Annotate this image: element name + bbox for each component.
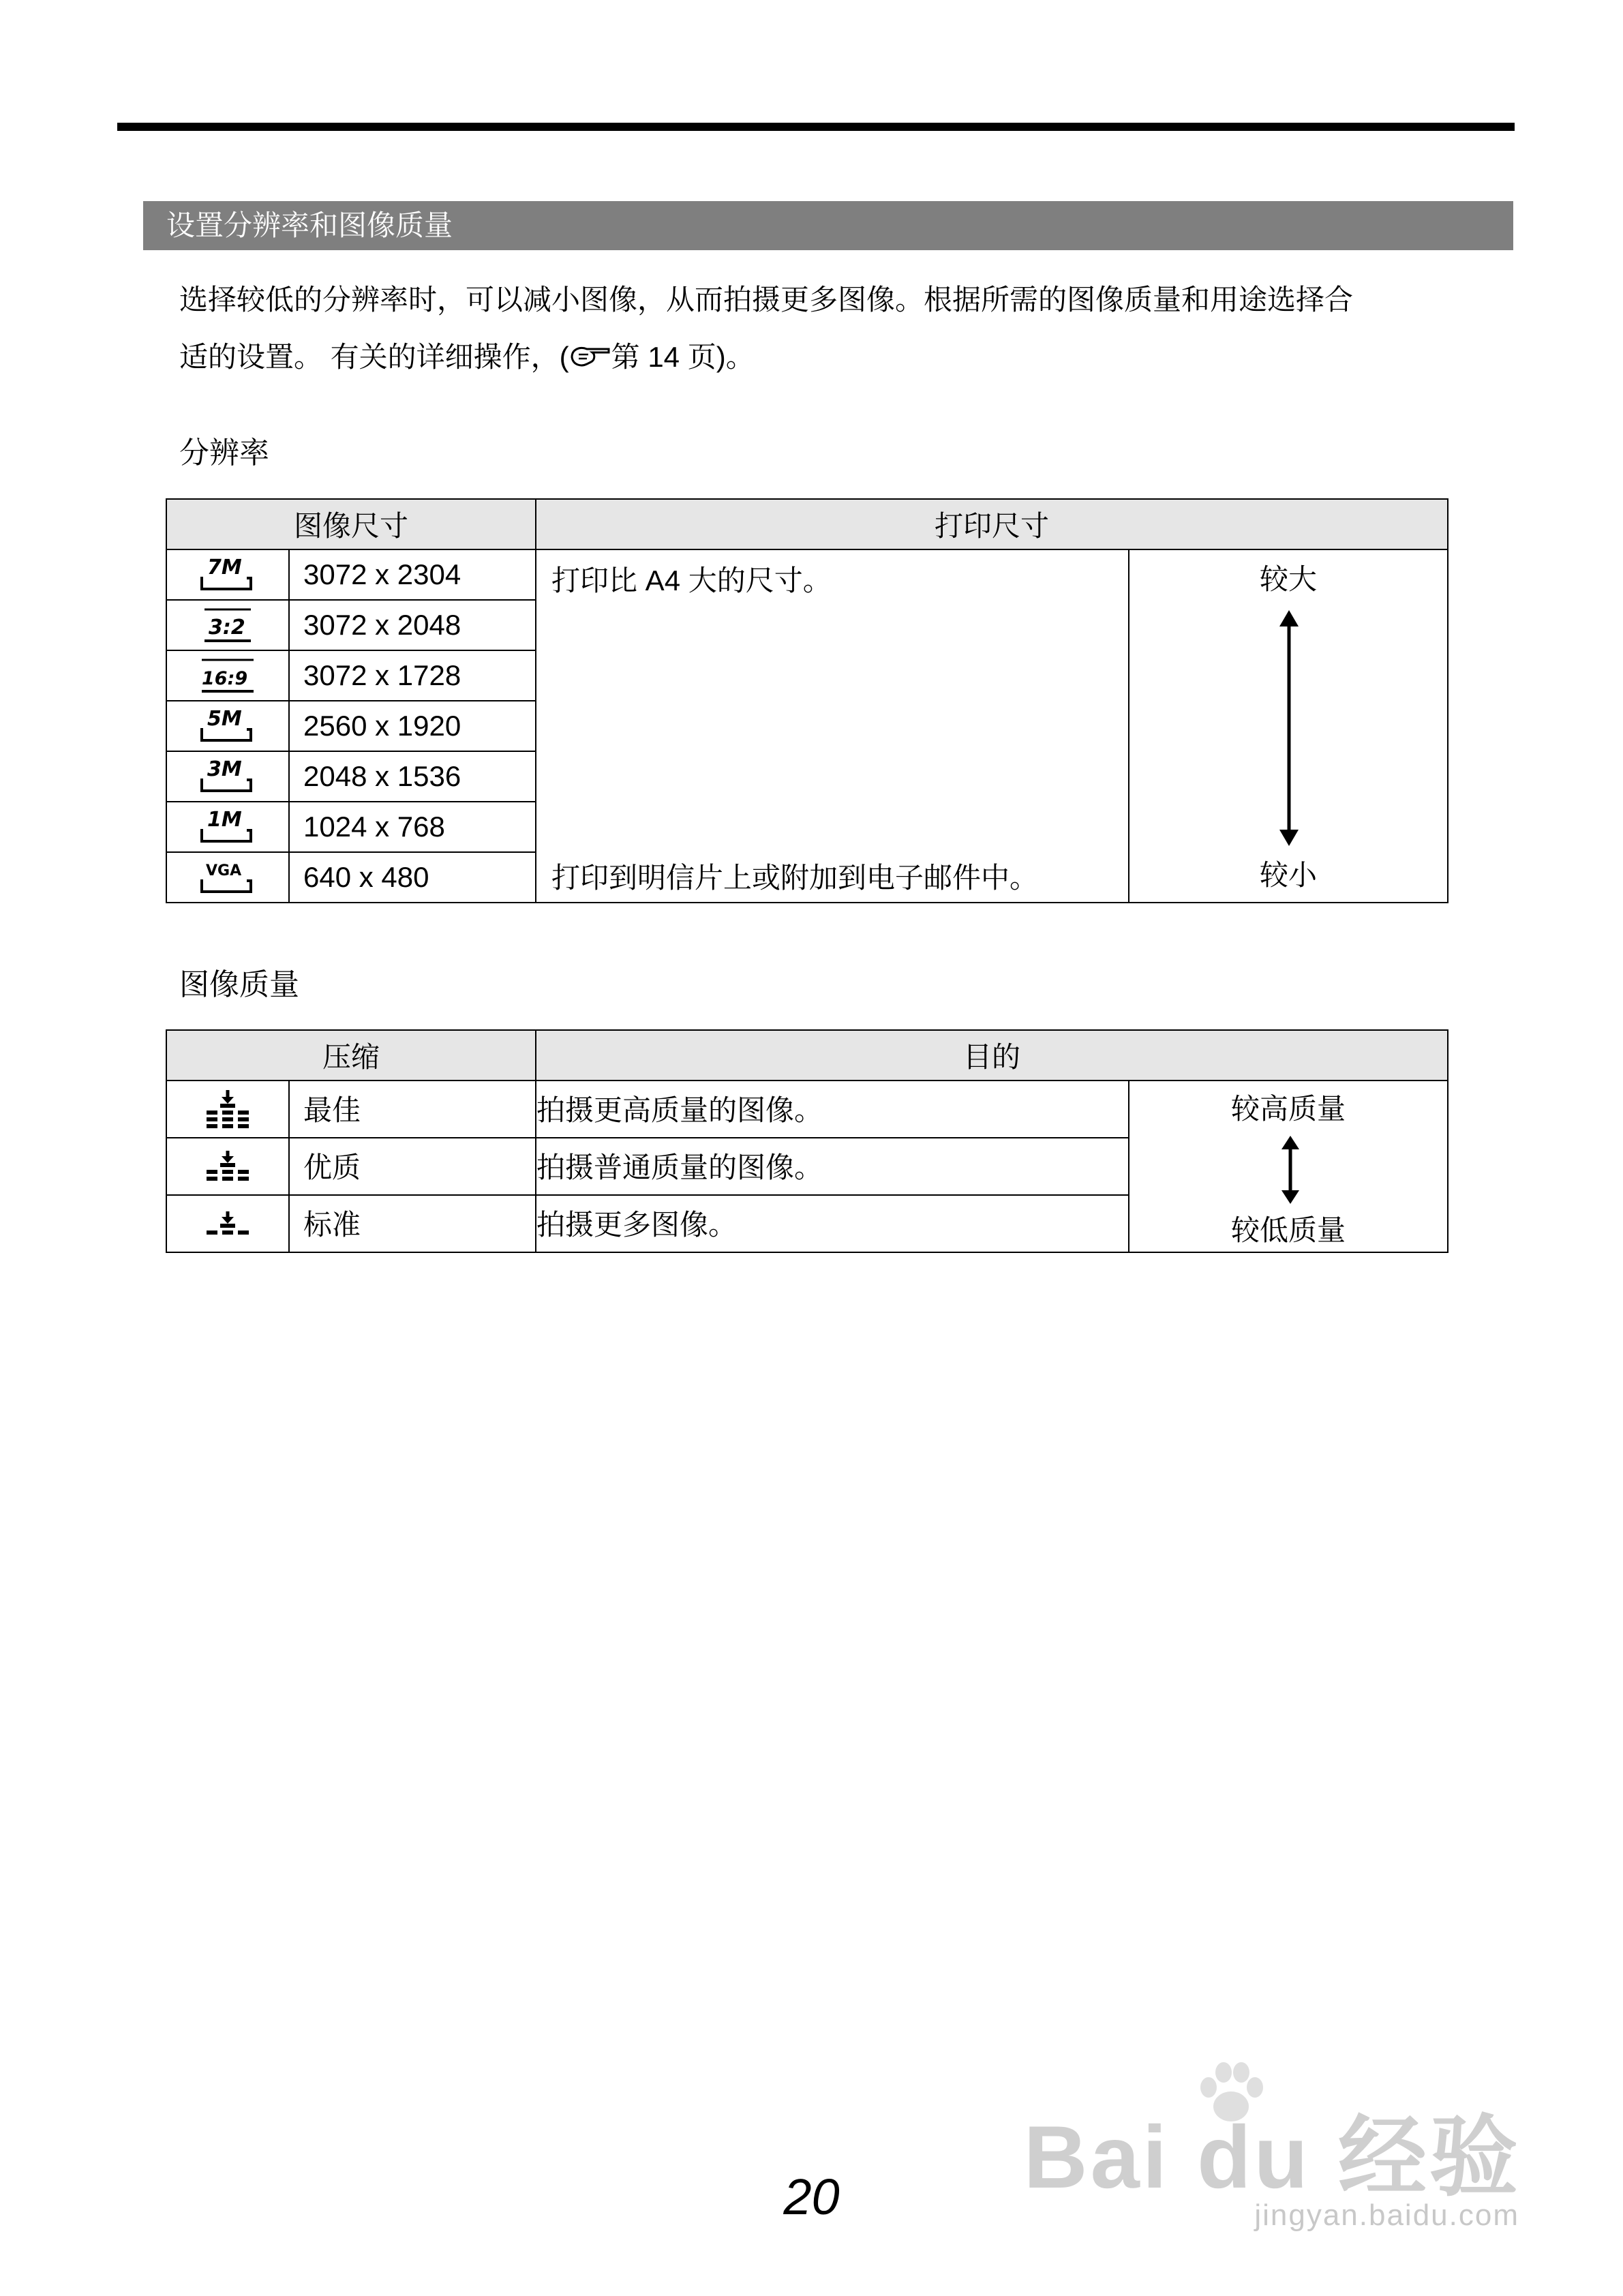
resolution-title: 分辨率	[179, 436, 269, 470]
print-size-cell	[536, 549, 1129, 903]
double-arrow-icon	[1278, 1136, 1303, 1204]
top-rule	[117, 123, 1515, 131]
intro-line-2	[179, 329, 1515, 386]
1m-icon	[166, 802, 289, 852]
quality-label: 优质	[289, 1138, 536, 1195]
vga-icon	[166, 852, 289, 903]
print-large-text: 打印比 A4 大的尺寸。	[551, 564, 832, 596]
header-print-size: 打印尺寸	[536, 499, 1448, 549]
quality-fine-icon	[166, 1138, 289, 1195]
icon-label: 7M	[207, 556, 242, 579]
double-arrow-icon	[1275, 610, 1303, 846]
quality-label: 最佳	[289, 1081, 536, 1138]
header-purpose: 目的	[536, 1030, 1448, 1081]
scale-higher-quality: 较高质量	[1231, 1093, 1346, 1125]
resolution-value: 2560 x 1920	[289, 701, 536, 751]
quality-table	[166, 1029, 1448, 1253]
icon-label: 1M	[207, 808, 242, 832]
scale-smaller: 较小	[1260, 859, 1318, 891]
7m-icon	[166, 549, 289, 600]
quality-scale-cell	[1129, 1081, 1448, 1252]
3m-icon	[166, 751, 289, 802]
print-small-text: 打印到明信片上或附加到电子邮件中。	[551, 862, 1039, 894]
pointing-hand-icon	[569, 333, 611, 360]
quality-best-icon	[166, 1081, 289, 1138]
resolution-value: 2048 x 1536	[289, 751, 536, 802]
intro-line-2-a: 适的设置。 有关的详细操作，(	[179, 341, 569, 373]
3-2-icon	[166, 600, 289, 650]
icon-label: VGA	[206, 862, 242, 879]
icon-label: 3:2	[209, 616, 245, 639]
header-image-size: 图像尺寸	[166, 499, 536, 549]
quality-purpose: 拍摄普通质量的图像。	[536, 1138, 1129, 1195]
intro-line-2-b: 第 14 页)。	[611, 341, 755, 373]
icon-label: 5M	[207, 707, 242, 731]
resolution-value: 3072 x 2048	[289, 600, 536, 650]
watermark-url: jingyan.baidu.com	[1254, 2199, 1519, 2232]
paw-icon	[1194, 2059, 1269, 2127]
table-row	[166, 1081, 1448, 1138]
quality-purpose: 拍摄更高质量的图像。	[536, 1081, 1129, 1138]
resolution-value: 3072 x 2304	[289, 549, 536, 600]
16-9-icon	[166, 650, 289, 701]
resolution-value: 1024 x 768	[289, 802, 536, 852]
size-scale-cell	[1129, 549, 1448, 903]
resolution-value: 640 x 480	[289, 852, 536, 903]
quality-normal-icon	[166, 1195, 289, 1252]
section-title: 设置分辨率和图像质量	[143, 201, 1513, 250]
scale-larger: 较大	[1260, 563, 1318, 595]
table-row	[166, 549, 1448, 600]
header-compression: 压缩	[166, 1030, 536, 1081]
quality-title: 图像质量	[179, 968, 299, 1001]
icon-label: 16:9	[202, 668, 248, 689]
intro-paragraph	[179, 271, 1515, 386]
watermark-brand: Bai du 经验	[1023, 2107, 1521, 2207]
icon-label: 3M	[207, 757, 242, 781]
scale-lower-quality: 较低质量	[1231, 1214, 1346, 1246]
5m-icon	[166, 701, 289, 751]
quality-label: 标准	[289, 1195, 536, 1252]
quality-purpose: 拍摄更多图像。	[536, 1195, 1129, 1252]
resolution-table	[166, 498, 1448, 903]
intro-line-1: 选择较低的分辨率时，可以减小图像，从而拍摄更多图像。根据所需的图像质量和用途选择合	[179, 284, 1354, 316]
page-number: 20	[783, 2169, 840, 2225]
resolution-value: 3072 x 1728	[289, 650, 536, 701]
